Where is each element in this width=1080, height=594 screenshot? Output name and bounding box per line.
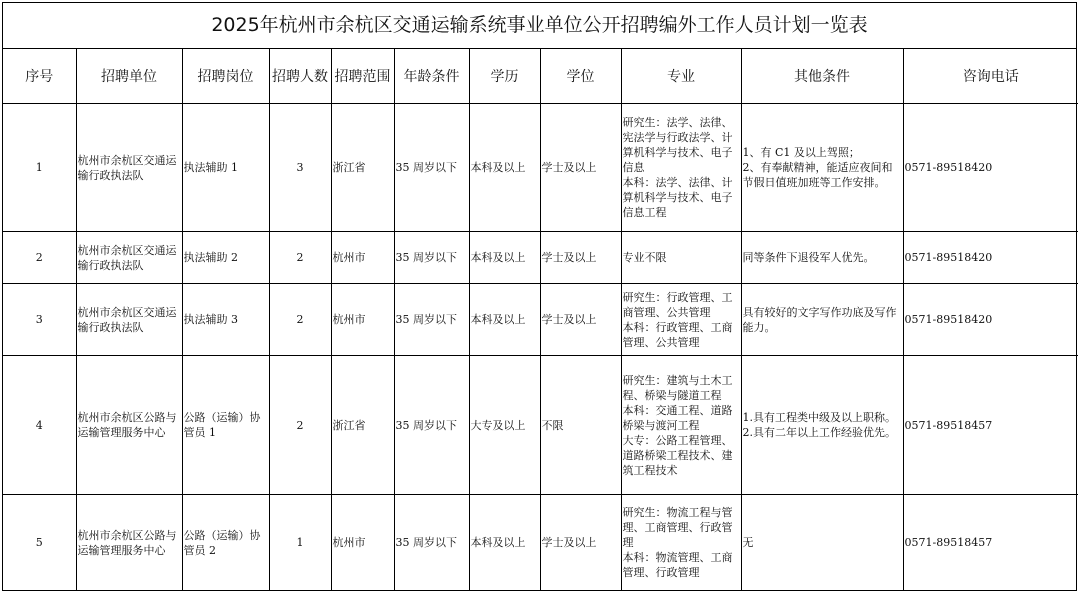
cell-scope: 杭州市 [331, 495, 394, 591]
cell-scope: 杭州市 [331, 232, 394, 284]
recruitment-plan-table-sheet [2, 2, 1077, 591]
cell-other [741, 232, 903, 284]
major-line: 本科：行政管理、工商管理、公共管理 [622, 320, 733, 349]
cell-unit: 杭州市余杭区交通运输行政执法队 [76, 104, 182, 232]
recruitment-table [3, 49, 1078, 591]
cell-edu: 大专及以上 [469, 356, 540, 495]
cell-edu: 本科及以上 [469, 284, 540, 356]
cell-count: 3 [269, 104, 331, 232]
major-line: 研究生：建筑与土木工程、桥梁与隧道工程 [622, 373, 733, 402]
other-line: 1、有 C1 及以上驾照； [742, 146, 860, 159]
header-age: 年龄条件 [394, 49, 469, 104]
cell-age: 35 周岁以下 [394, 232, 469, 284]
cell-count: 2 [269, 284, 331, 356]
cell-other [741, 104, 903, 232]
cell-no: 1 [3, 104, 76, 232]
cell-degree: 学士及以上 [540, 495, 621, 591]
cell-no: 4 [3, 356, 76, 495]
cell-other [741, 495, 903, 591]
major-line: 本科：法学、法律、计算机科学与技术、电子信息工程 [622, 176, 733, 219]
cell-phone: 0571-89518457 [903, 495, 1078, 591]
cell-edu: 本科及以上 [469, 104, 540, 232]
cell-major [621, 104, 741, 232]
cell-major [621, 495, 741, 591]
other-line: 2、有奉献精神，能适应夜间和节假日值班加班等工作安排。 [742, 161, 893, 189]
header-scope: 招聘范围 [331, 49, 394, 104]
cell-phone: 0571-89518420 [903, 104, 1078, 232]
cell-post: 执法辅助 2 [182, 232, 269, 284]
cell-unit: 杭州市余杭区公路与运输管理服务中心 [76, 356, 182, 495]
major-line: 研究生：行政管理、工商管理、公共管理 [622, 290, 733, 319]
cell-no: 2 [3, 232, 76, 284]
other-line: 无 [742, 536, 754, 550]
cell-unit: 杭州市余杭区公路与运输管理服务中心 [76, 495, 182, 591]
cell-age: 35 周岁以下 [394, 284, 469, 356]
cell-phone: 0571-89518457 [903, 356, 1078, 495]
header-row [3, 49, 1078, 104]
cell-post: 公路（运输）协管员 1 [182, 356, 269, 495]
header-unit: 招聘单位 [76, 49, 182, 104]
cell-major [621, 356, 741, 495]
cell-major [621, 232, 741, 284]
cell-age: 35 周岁以下 [394, 356, 469, 495]
cell-phone: 0571-89518420 [903, 232, 1078, 284]
header-degree: 学位 [540, 49, 621, 104]
cell-edu: 本科及以上 [469, 495, 540, 591]
header-phone: 咨询电话 [903, 49, 1078, 104]
major-line: 本科：物流管理、工商管理、行政管理 [622, 551, 733, 580]
cell-degree: 学士及以上 [540, 284, 621, 356]
cell-other [741, 284, 903, 356]
header-major: 专业 [621, 49, 741, 104]
cell-edu: 本科及以上 [469, 232, 540, 284]
table-row [3, 104, 1078, 232]
cell-post: 执法辅助 1 [182, 104, 269, 232]
cell-scope: 浙江省 [331, 356, 394, 495]
other-line: 同等条件下退役军人优先。 [742, 251, 875, 264]
table-row [3, 356, 1078, 495]
major-line: 研究生：物流工程与管理、工商管理、行政管理 [622, 506, 733, 550]
cell-count: 2 [269, 232, 331, 284]
cell-major [621, 284, 741, 356]
major-line: 专业不限 [622, 251, 667, 264]
table-row [3, 232, 1078, 284]
header-count: 招聘人数 [269, 49, 331, 104]
major-line: 研究生：法学、法律、宪法学与行政法学、计算机科学与技术、电子信息 [622, 116, 733, 174]
cell-post: 公路（运输）协管员 2 [182, 495, 269, 591]
other-line: 2.具有二年以上工作经验优先。 [742, 426, 896, 439]
cell-unit: 杭州市余杭区交通运输行政执法队 [76, 232, 182, 284]
cell-degree: 不限 [540, 356, 621, 495]
cell-no: 3 [3, 284, 76, 356]
cell-unit: 杭州市余杭区交通运输行政执法队 [76, 284, 182, 356]
cell-age: 35 周岁以下 [394, 104, 469, 232]
cell-degree: 学士及以上 [540, 104, 621, 232]
cell-count: 2 [269, 356, 331, 495]
cell-phone: 0571-89518420 [903, 284, 1078, 356]
header-other: 其他条件 [741, 49, 903, 104]
cell-count: 1 [269, 495, 331, 591]
major-line: 大专：公路工程管理、道路桥梁工程技术、建筑工程技术 [622, 433, 733, 477]
table-title: 2025年杭州市余杭区交通运输系统事业单位公开招聘编外工作人员计划一览表 [3, 3, 1076, 49]
header-post: 招聘岗位 [182, 49, 269, 104]
major-line: 本科：交通工程、道路桥梁与渡河工程 [622, 403, 733, 432]
cell-other [741, 356, 903, 495]
header-edu: 学历 [469, 49, 540, 104]
other-line: 具有较好的文字写作功底及写作能力。 [742, 305, 897, 334]
cell-scope: 杭州市 [331, 284, 394, 356]
header-no: 序号 [3, 49, 76, 104]
cell-scope: 浙江省 [331, 104, 394, 232]
cell-no: 5 [3, 495, 76, 591]
cell-post: 执法辅助 3 [182, 284, 269, 356]
table-row [3, 495, 1078, 591]
cell-degree: 学士及以上 [540, 232, 621, 284]
cell-age: 35 周岁以下 [394, 495, 469, 591]
other-line: 1.具有工程类中级及以上职称。 [742, 411, 896, 424]
table-row [3, 284, 1078, 356]
